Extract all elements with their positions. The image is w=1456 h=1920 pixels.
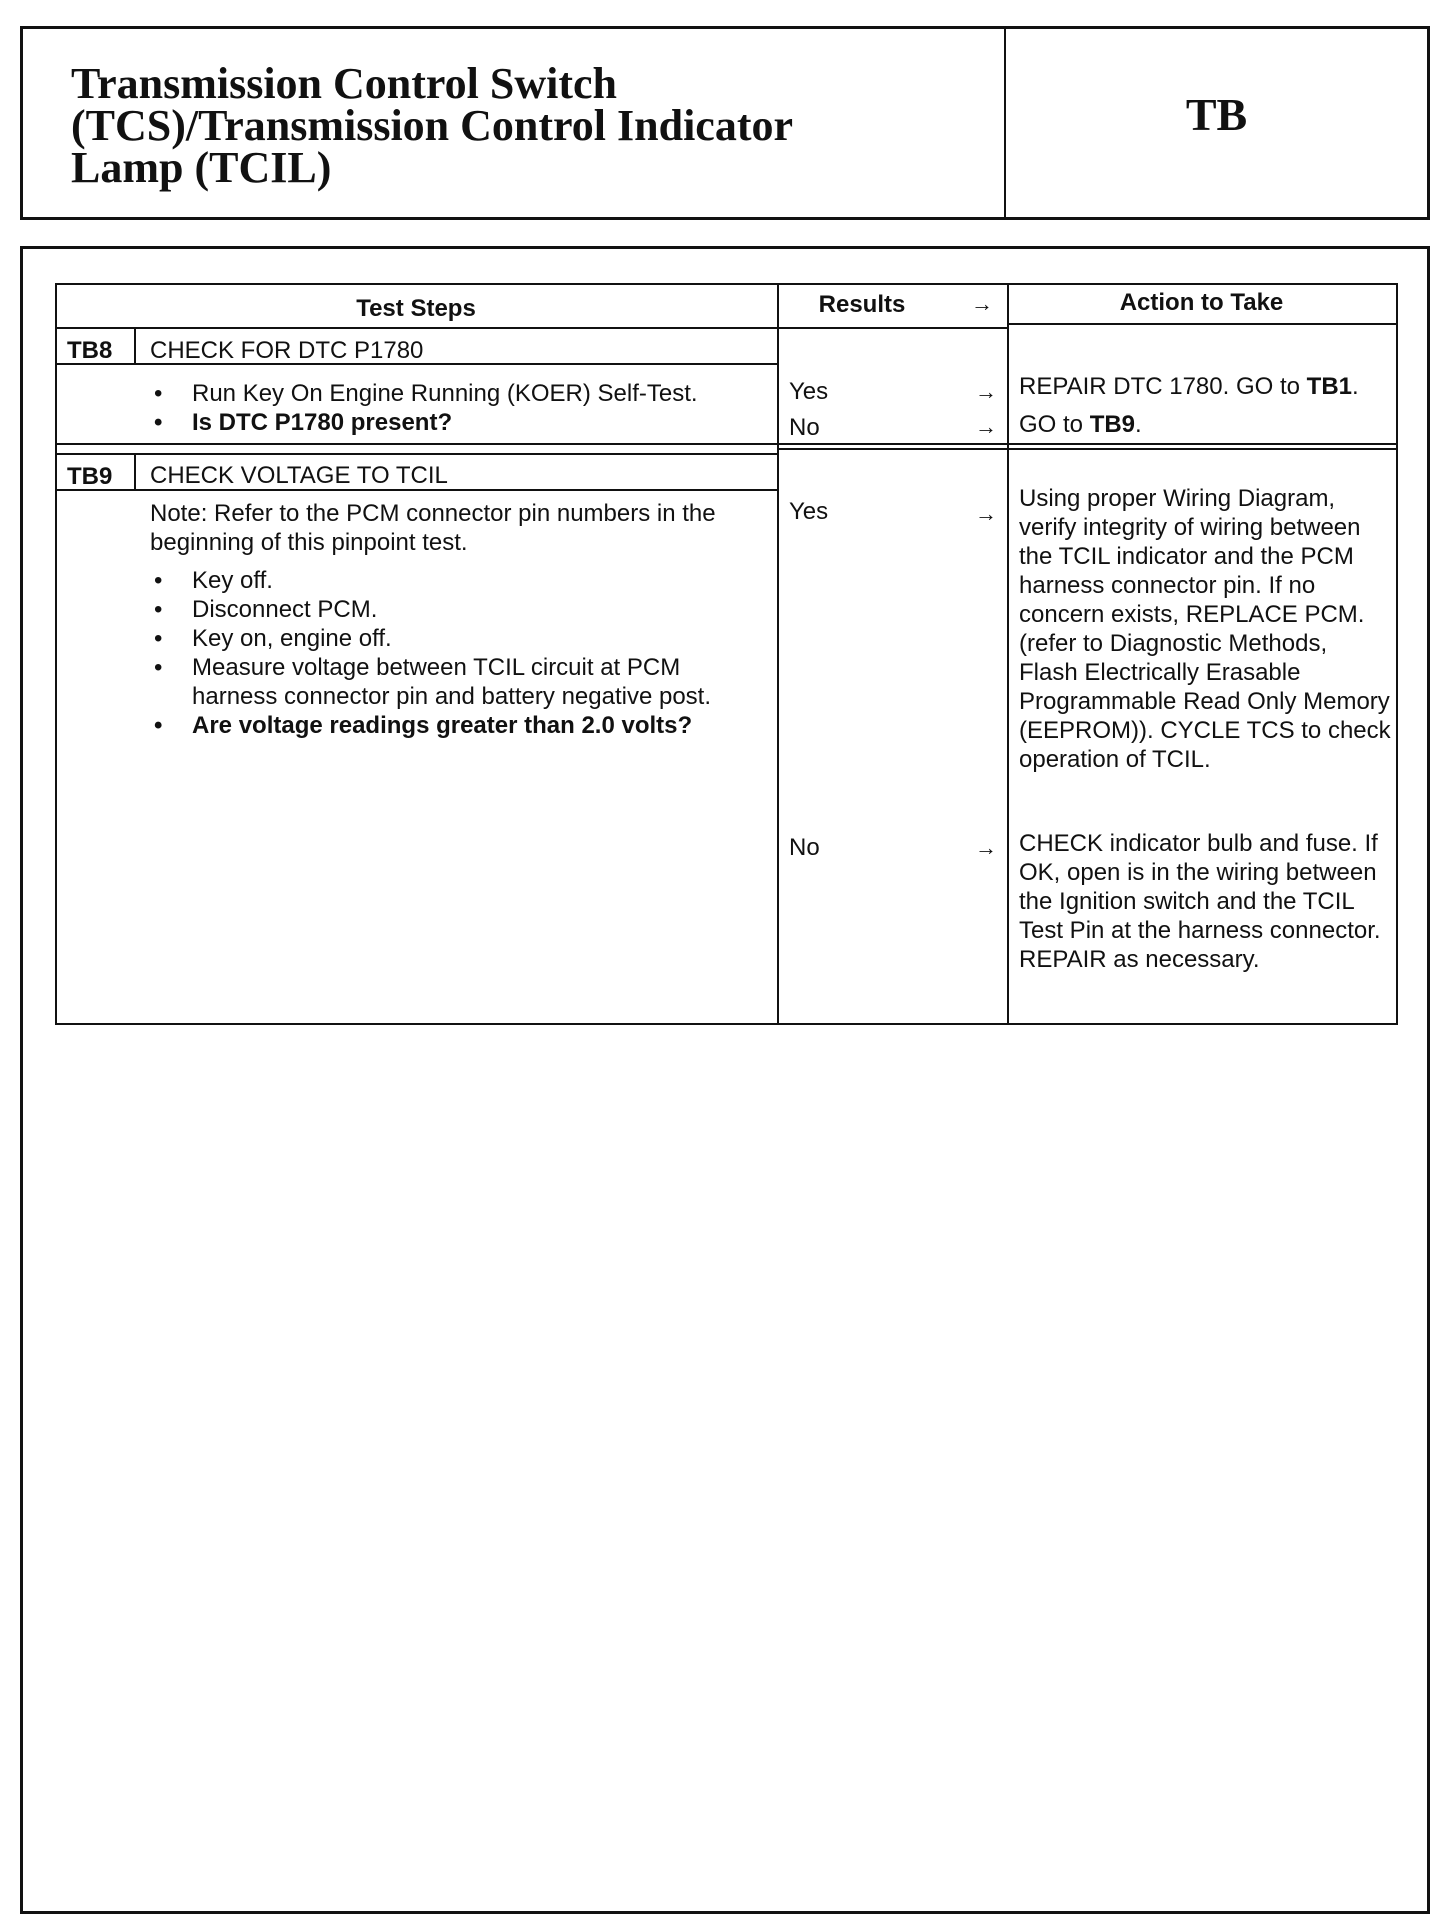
tb9-id-divider bbox=[134, 453, 136, 489]
results-arrow-icon: → bbox=[971, 291, 993, 316]
document-title bbox=[23, 29, 1006, 217]
action-text: . bbox=[1135, 411, 1142, 438]
step-id-tb8: TB8 bbox=[67, 337, 113, 364]
tb8-title-rule bbox=[55, 363, 777, 365]
header-rule-results bbox=[777, 327, 1007, 329]
tb9-title-rule bbox=[55, 489, 777, 491]
arrow-icon: → bbox=[975, 501, 997, 526]
arrow-icon: → bbox=[975, 414, 997, 439]
result-label-yes: Yes bbox=[789, 378, 829, 405]
step-title-tb9: CHECK VOLTAGE TO TCIL bbox=[150, 462, 448, 489]
action-tb9-yes: Using proper Wiring Diagram, verify integrity of wiring between the TCIL indicator and the PCM harness connector pin. If no concern exists, REPLACE PCM. (refer to Diagnostic Methods, Flash Electrically Erasable Programmable Read Only Memory (EEPROM)). CYCLE TCS to check operation of TCIL. bbox=[1019, 485, 1391, 773]
list-item: • Are voltage readings greater than 2.0 volts? bbox=[150, 711, 750, 740]
action-tb8-no bbox=[1019, 410, 1389, 439]
step-title-tb8: CHECK FOR DTC P1780 bbox=[150, 337, 424, 364]
arrow-icon: → bbox=[975, 379, 997, 404]
tb8-id-divider bbox=[134, 327, 136, 363]
header-box bbox=[20, 26, 1430, 220]
table-bottom-rule bbox=[55, 1023, 1398, 1025]
title-line-2: (TCS)/Transmission Control Indicator bbox=[71, 101, 794, 150]
result-label-yes: Yes bbox=[789, 498, 829, 525]
list-item: • Disconnect PCM. bbox=[150, 595, 750, 624]
results-left-rule bbox=[777, 283, 779, 1023]
tb9-top-rule-right bbox=[777, 448, 1398, 450]
action-tb9-no: CHECK indicator bulb and fuse. If OK, open is in the wiring between the Ignition switch and the TCIL Test Pin at the harness connector. REPAIR as necessary. bbox=[1019, 830, 1381, 973]
tb9-note: Note: Refer to the PCM connector pin numbers in the beginning of this pinpoint test. bbox=[150, 500, 716, 556]
list-item: • Key on, engine off. bbox=[150, 624, 750, 653]
column-header-test-steps: Test Steps bbox=[356, 295, 476, 322]
action-text: . bbox=[1352, 373, 1359, 400]
title-line-3: Lamp (TCIL) bbox=[71, 143, 332, 192]
step-id-tb9: TB9 bbox=[67, 463, 113, 490]
action-text: REPAIR DTC 1780. GO to bbox=[1019, 373, 1307, 400]
action-left-rule bbox=[1007, 283, 1009, 1023]
action-text: GO to bbox=[1019, 411, 1090, 438]
action-link-tb9: TB9 bbox=[1089, 411, 1136, 438]
result-label-no: No bbox=[789, 834, 820, 861]
tb8-bottom-rule bbox=[55, 443, 1398, 445]
title-line-1: Transmission Control Switch bbox=[71, 59, 618, 108]
tb9-steps-list bbox=[150, 566, 750, 740]
table-left-rule bbox=[55, 283, 57, 1023]
section-code: TB bbox=[1185, 88, 1248, 140]
action-tb8-yes bbox=[1019, 372, 1389, 401]
action-link-tb1: TB1 bbox=[1306, 373, 1352, 400]
list-item: • Key off. bbox=[150, 566, 750, 595]
list-item: • Measure voltage between TCIL circuit at PCM harness connector pin and battery negative post. bbox=[150, 653, 750, 711]
column-header-results: Results bbox=[818, 291, 906, 318]
list-item: • Is DTC P1780 present? bbox=[150, 408, 770, 437]
tb9-top-rule bbox=[55, 453, 777, 455]
result-label-no: No bbox=[789, 414, 820, 441]
arrow-icon: → bbox=[975, 835, 997, 860]
tb8-steps-list bbox=[150, 379, 770, 437]
table-right-rule bbox=[1396, 283, 1398, 1023]
column-header-action: Action to Take bbox=[1119, 289, 1284, 316]
list-item: • Run Key On Engine Running (KOER) Self-Test. bbox=[150, 379, 770, 408]
